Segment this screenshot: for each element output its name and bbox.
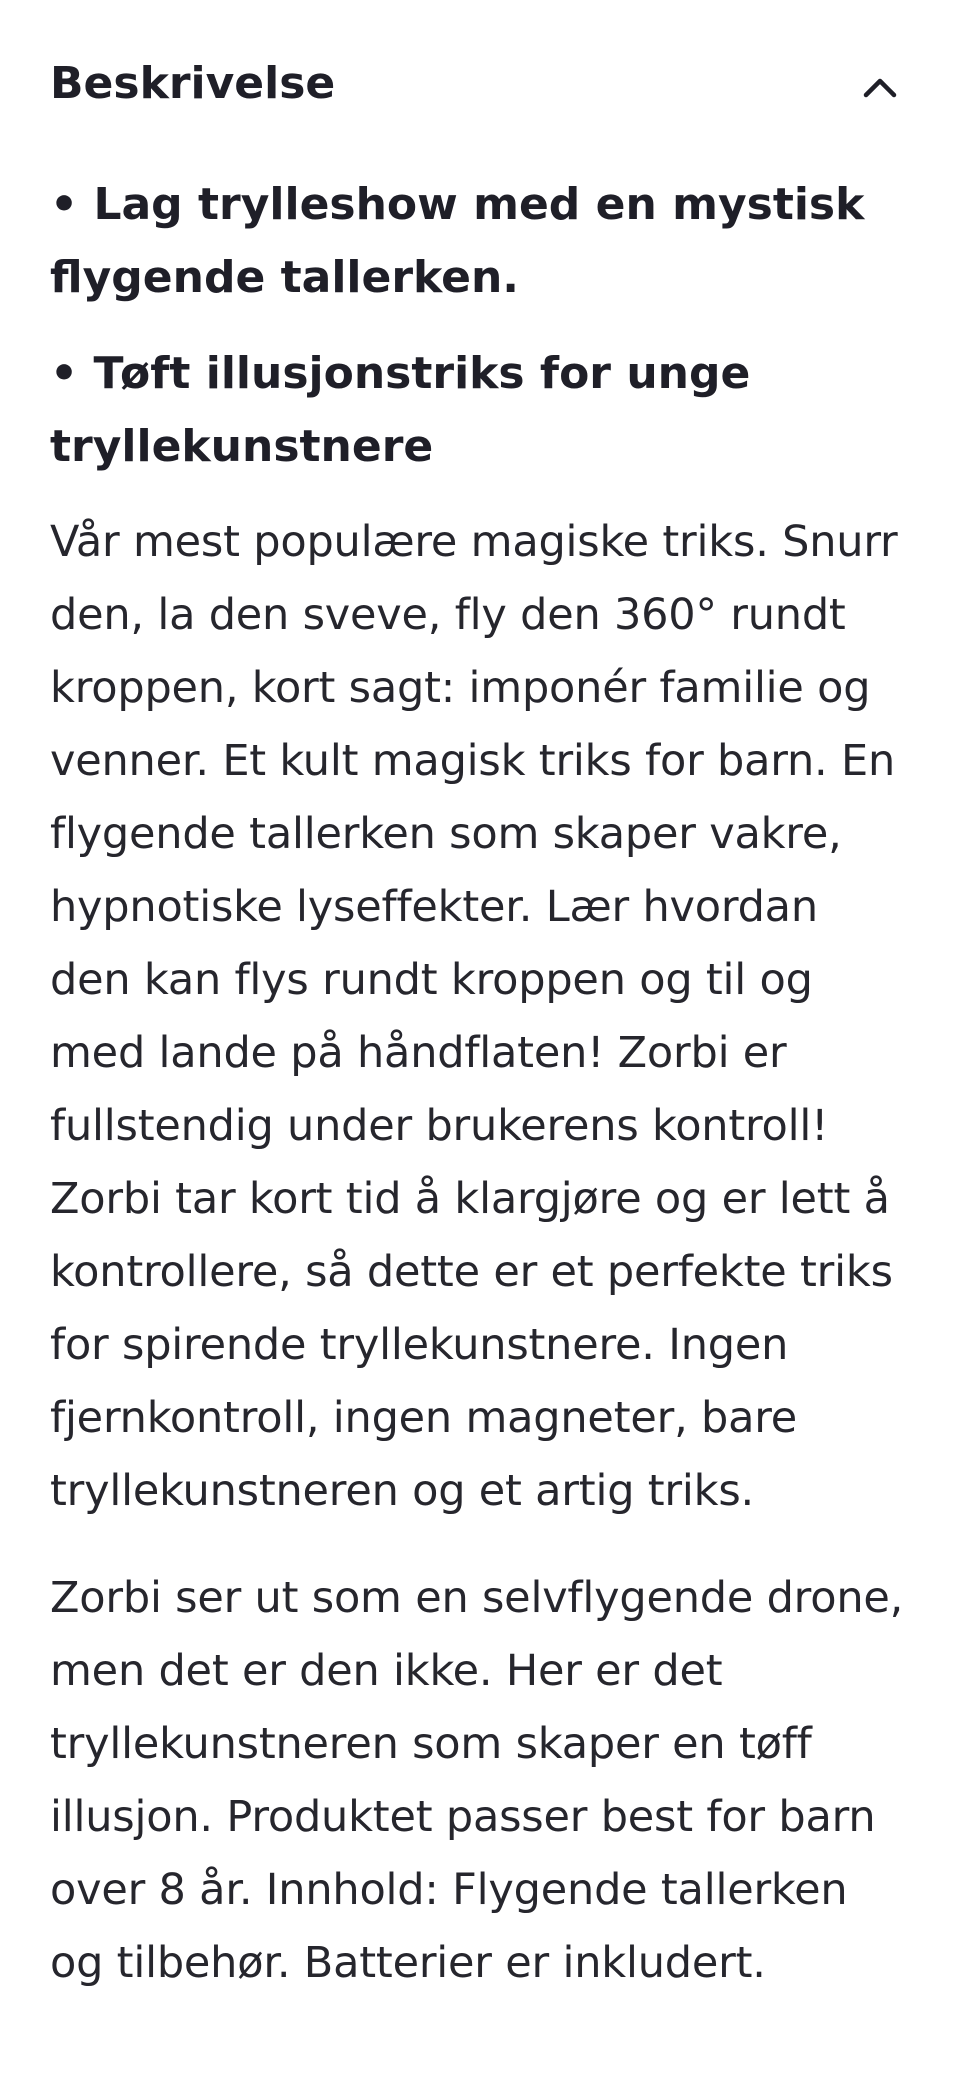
chevron-up-icon <box>858 66 902 110</box>
description-paragraph: Vår mest populære magiske triks. Snurr den, la den sveve, fly den 360° rundt kroppen, kort sagt: imponér familie og venner. Et kult magisk triks for barn. En flygende tallerken som skaper vakre, hypnotiske lyseffekter. Lær hvordan den kan flys rundt kroppen og til og med lande på håndflaten! Zorbi er fullstendig under brukerens kontroll! Zorbi tar kort tid å klargjøre og er lett å kontrollere, så dette er et perfekte triks for spirende tryllekunstnere. Ingen fjernkontroll, ingen magneter, bare tryllekunstneren og et artig triks. <box>50 517 898 1516</box>
feature-bullet: • Tøft illusjonstriks for unge tryllekunstnere <box>50 348 751 472</box>
feature-bullet: • Lag trylleshow med en mystisk flygende tallerken. <box>50 179 865 303</box>
description-header[interactable] <box>50 0 910 168</box>
feature-list <box>50 168 910 483</box>
collapse-toggle-button[interactable] <box>850 58 910 118</box>
description-paragraph: Zorbi ser ut som en selvflygende drone, men det er den ikke. Her er det tryllekunstneren som skaper en tøff illusjon. Produktet passer best for barn over 8 år. Innhold: Flygende tallerken og tilbehør. Batterier er inkludert. <box>50 1573 904 1988</box>
section-title: Beskrivelse <box>50 58 336 109</box>
